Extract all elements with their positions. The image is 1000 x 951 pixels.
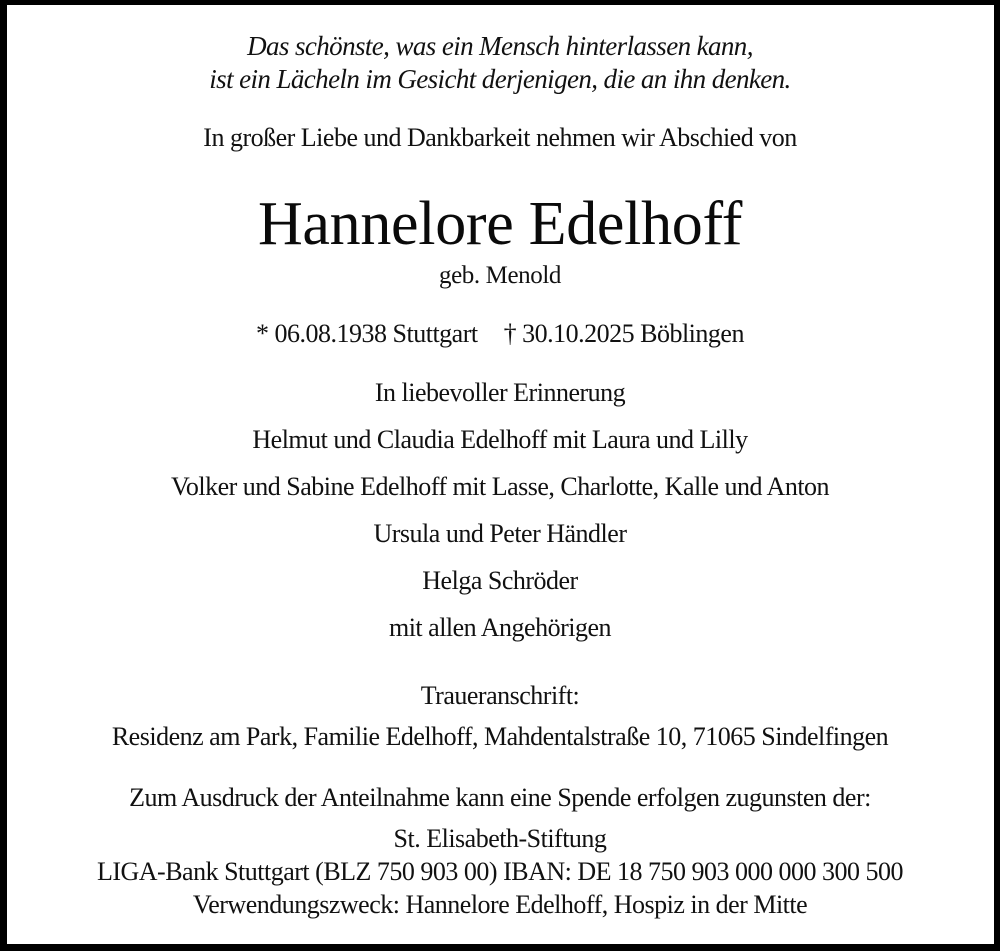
mourner-line: Volker und Sabine Edelhoff mit Lasse, Charlotte, Kalle und Anton	[170, 472, 830, 501]
mourner-line: Helga Schröder	[422, 566, 578, 595]
address-label: Traueranschrift:	[420, 681, 580, 710]
quote-line-2: ist ein Lächeln im Gesicht derjenigen, die an ihn denken.	[209, 64, 791, 94]
quote-line-1: Das schönste, was ein Mensch hinterlassen kann,	[247, 31, 753, 61]
donation-bank-details: LIGA-Bank Stuttgart (BLZ 750 903 00) IBAN: DE 18 750 903 000 000 300 500	[96, 857, 904, 886]
deceased-name: Hannelore Edelhoff	[257, 190, 743, 258]
donation-intro: Zum Ausdruck der Anteilnahme kann eine Spende erfolgen zugunsten der:	[129, 783, 871, 812]
mourner-line: Helmut und Claudia Edelhoff mit Laura und Lilly	[252, 425, 748, 454]
donation-recipient: St. Elisabeth-Stiftung	[393, 824, 607, 853]
mourning-address: Residenz am Park, Familie Edelhoff, Mahdentalstraße 10, 71065 Sindelfingen	[111, 722, 889, 751]
mourner-line: mit allen Angehörigen	[388, 613, 611, 642]
birth-name: geb. Menold	[439, 262, 561, 289]
life-dates	[0, 321, 1000, 347]
birth-date: * 06.08.1938 Stuttgart	[256, 319, 478, 348]
donation-reference: Verwendungszweck: Hannelore Edelhoff, Hospiz in der Mitte	[192, 890, 808, 919]
mourners-heading: In liebevoller Erinnerung	[374, 378, 626, 407]
mourner-line: Ursula und Peter Händler	[373, 519, 627, 548]
death-date: † 30.10.2025 Böblingen	[503, 319, 744, 348]
farewell-intro: In großer Liebe und Dankbarkeit nehmen wir Abschied von	[203, 123, 797, 152]
